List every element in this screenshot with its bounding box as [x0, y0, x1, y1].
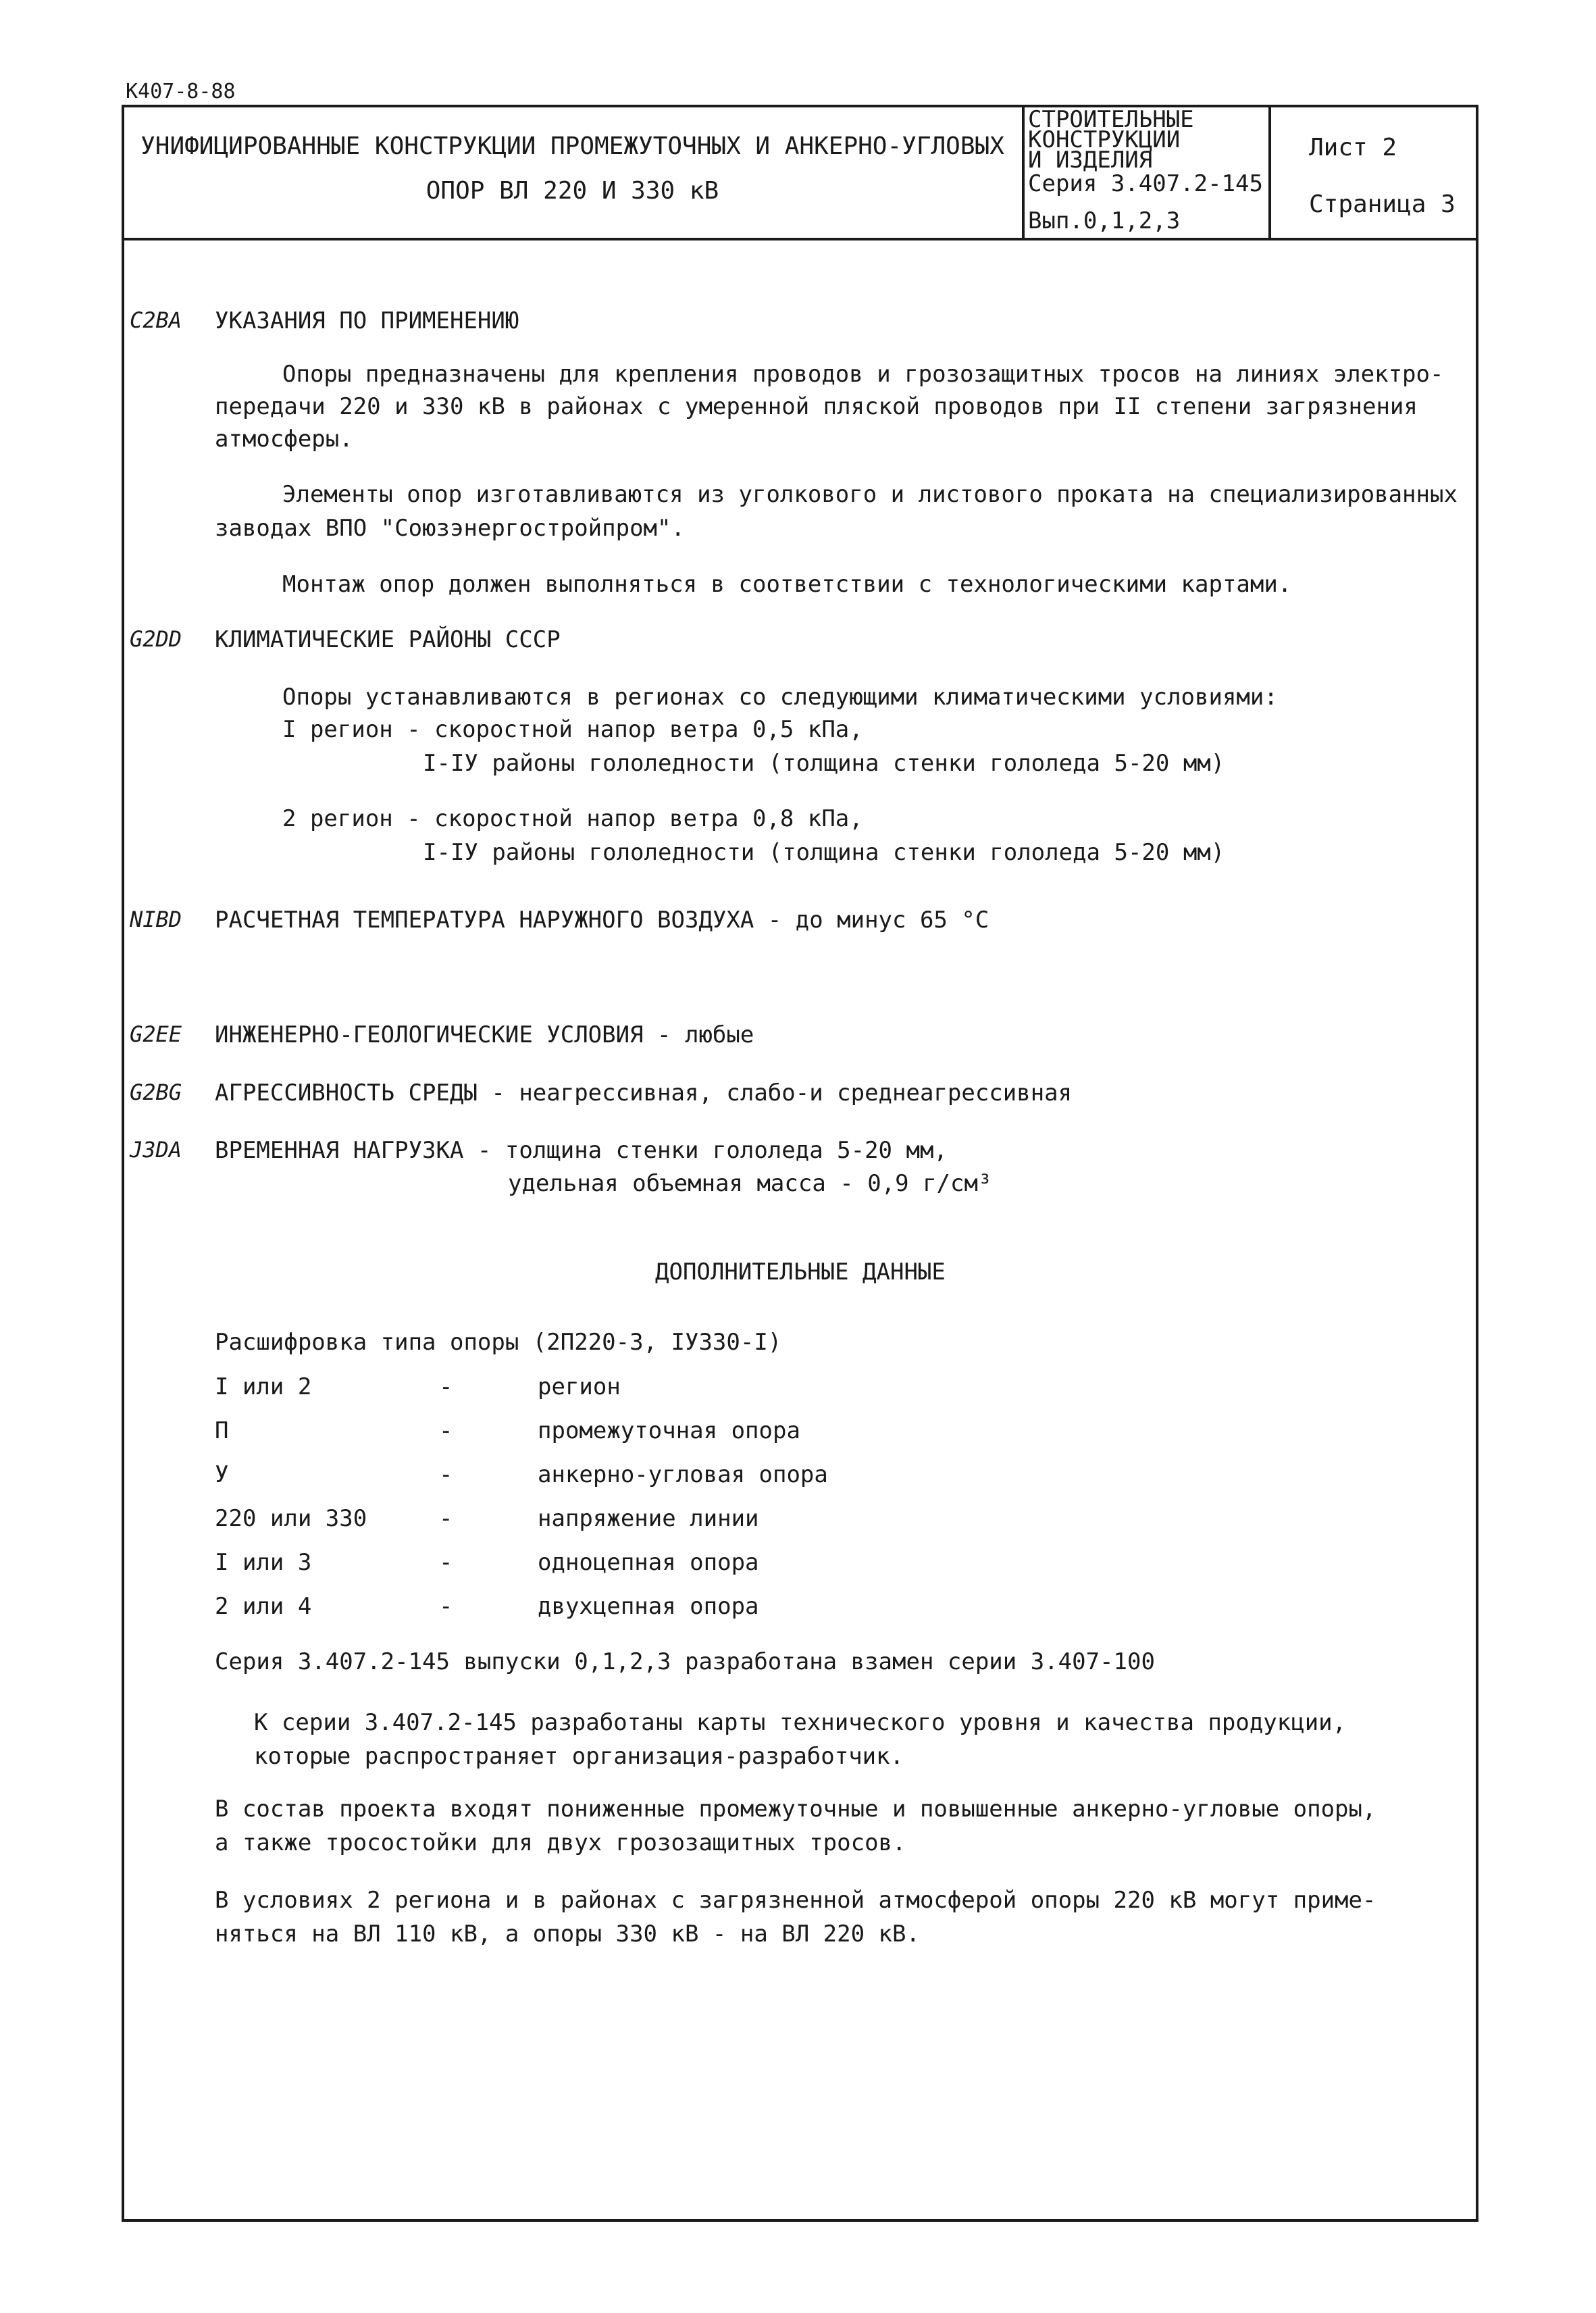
usage-conditions-line-1: В условиях 2 региона и в районах с загрязненной атмосферой опоры 220 кВ могут приме-: [215, 1887, 1376, 1914]
series-line-2: КОНСТРУКЦИИ: [1028, 126, 1181, 153]
quality-cards-line-2: которые распространяет организация-разработчик.: [254, 1743, 904, 1770]
series-replacement-note: Серия 3.407.2-145 выпуски 0,1,2,3 разработана взамен серии 3.407-100: [215, 1648, 1155, 1675]
usage-conditions-line-2: няться на ВЛ 110 кВ, а опоры 330 кВ - на ВЛ 220 кВ.: [215, 1921, 920, 1948]
decode-row-3-value: анкерно-угловая опора: [538, 1461, 828, 1488]
section-code-g2dd: G2DD: [130, 626, 182, 652]
decode-row-4-key: 220 или 330: [215, 1505, 367, 1532]
additional-data-heading: ДОПОЛНИТЕЛЬНЫЕ ДАННЫЕ: [655, 1259, 946, 1286]
temporary-load-line-2: удельная объемная масса - 0,9 г/см³: [508, 1170, 992, 1197]
application-para-1-line-2: передачи 220 и 330 кВ в районах с умеренной пляской проводов при II степени загрязнения: [215, 393, 1418, 420]
climate-region-1-ice: I-IУ районы гололедности (толщина стенки гололеда 5-20 мм): [423, 750, 1225, 777]
decode-row-2-key: П: [215, 1417, 229, 1444]
decode-row-3-key: У: [215, 1461, 229, 1488]
climate-region-1: I регион - скоростной напор ветра 0,5 кПа,: [282, 716, 863, 743]
decode-row-3-dash: -: [439, 1461, 453, 1488]
climate-line-1: Опоры устанавливаются в регионах со следующими климатическими условиями:: [282, 684, 1278, 711]
series-issues: Вып.0,1,2,3: [1028, 207, 1181, 234]
application-para-2-line-1: Элементы опор изготавливаются из уголкового и листового проката на специализированных: [282, 481, 1458, 508]
decode-row-6-key: 2 или 4: [215, 1593, 312, 1620]
section-code-g2ee: G2EE: [130, 1021, 182, 1047]
page-number: Страница 3: [1309, 190, 1456, 218]
application-para-1-line-1: Опоры предназначены для крепления проводов и грозозащитных тросов на линиях электро-: [282, 361, 1444, 388]
decode-row-1-dash: -: [439, 1373, 453, 1400]
section-code-g2bg: G2BG: [130, 1079, 182, 1105]
section-code-c2ba: С2ВА: [130, 307, 182, 333]
decode-row-5-dash: -: [439, 1549, 453, 1576]
decode-row-2-value: промежуточная опора: [538, 1417, 800, 1444]
header-divider-2: [1268, 105, 1271, 240]
quality-cards-line-1: К серии 3.407.2-145 разработаны карты технического уровня и качества продукции,: [254, 1709, 1347, 1736]
decode-row-4-value: напряжение линии: [538, 1505, 759, 1532]
series-line-1: СТРОИТЕЛЬНЫЕ: [1028, 106, 1194, 133]
series-line-3: И ИЗДЕЛИЯ: [1028, 147, 1153, 174]
design-temperature: РАСЧЕТНАЯ ТЕМПЕРАТУРА НАРУЖНОГО ВОЗДУХА - до минус 65 °С: [215, 907, 989, 934]
temporary-load-line-1: ВРЕМЕННАЯ НАГРУЗКА - толщина стенки гололеда 5-20 мм,: [215, 1137, 948, 1164]
decode-row-5-key: I или 3: [215, 1549, 312, 1576]
application-para-2-line-2: заводах ВПО "Союзэнергостройпром".: [215, 515, 685, 542]
section-code-j3da: J3DA: [130, 1137, 182, 1163]
application-para-3: Монтаж опор должен выполняться в соответствии с технологическими картами.: [282, 571, 1292, 598]
decode-row-6-value: двухцепная опора: [538, 1593, 759, 1620]
section-heading-climate: КЛИМАТИЧЕСКИЕ РАЙОНЫ СССР: [215, 626, 561, 653]
section-heading-application: УКАЗАНИЯ ПО ПРИМЕНЕНИЮ: [215, 307, 519, 334]
section-code-nibd: NIBD: [130, 907, 182, 932]
climate-region-2: 2 регион - скоростной напор ветра 0,8 кПа,: [282, 805, 863, 832]
series-number: Серия 3.407.2-145: [1028, 170, 1263, 197]
project-composition-line-2: а также тросостойки для двух грозозащитных тросов.: [215, 1829, 906, 1856]
project-composition-line-1: В состав проекта входят пониженные промежуточные и повышенные анкерно-угловые опоры,: [215, 1796, 1376, 1823]
environment-aggressiveness: АГРЕССИВНОСТЬ СРЕДЫ - неагрессивная, слабо-и среднеагрессивная: [215, 1079, 1073, 1107]
decode-row-1-value: регион: [538, 1373, 621, 1400]
decode-row-5-value: одноцепная опора: [538, 1549, 759, 1576]
application-para-1-line-3: атмосферы.: [215, 426, 353, 453]
geological-conditions: ИНЖЕНЕРНО-ГЕОЛОГИЧЕСКИЕ УСЛОВИЯ - любые: [215, 1021, 754, 1048]
sheet-number: Лист 2: [1309, 134, 1397, 161]
climate-region-2-ice: I-IУ районы гололедности (толщина стенки гололеда 5-20 мм): [423, 839, 1225, 866]
decode-row-6-dash: -: [439, 1593, 453, 1620]
title-line-1: УНИФИЦИРОВАННЫЕ КОНСТРУКЦИИ ПРОМЕЖУТОЧНЫХ И АНКЕРНО-УГЛОВЫХ: [140, 132, 1004, 160]
decode-row-4-dash: -: [439, 1505, 453, 1532]
decode-row-2-dash: -: [439, 1417, 453, 1444]
title-line-2: ОПОР ВЛ 220 И 330 кВ: [426, 177, 719, 205]
document-code: К407-8-88: [126, 80, 236, 103]
header-divider: [122, 238, 1478, 240]
header-divider-1: [1022, 105, 1025, 240]
decode-row-1-key: I или 2: [215, 1373, 312, 1400]
type-decoding-title: Расшифровка типа опоры (2П220-3, IУ330-I): [215, 1329, 782, 1356]
